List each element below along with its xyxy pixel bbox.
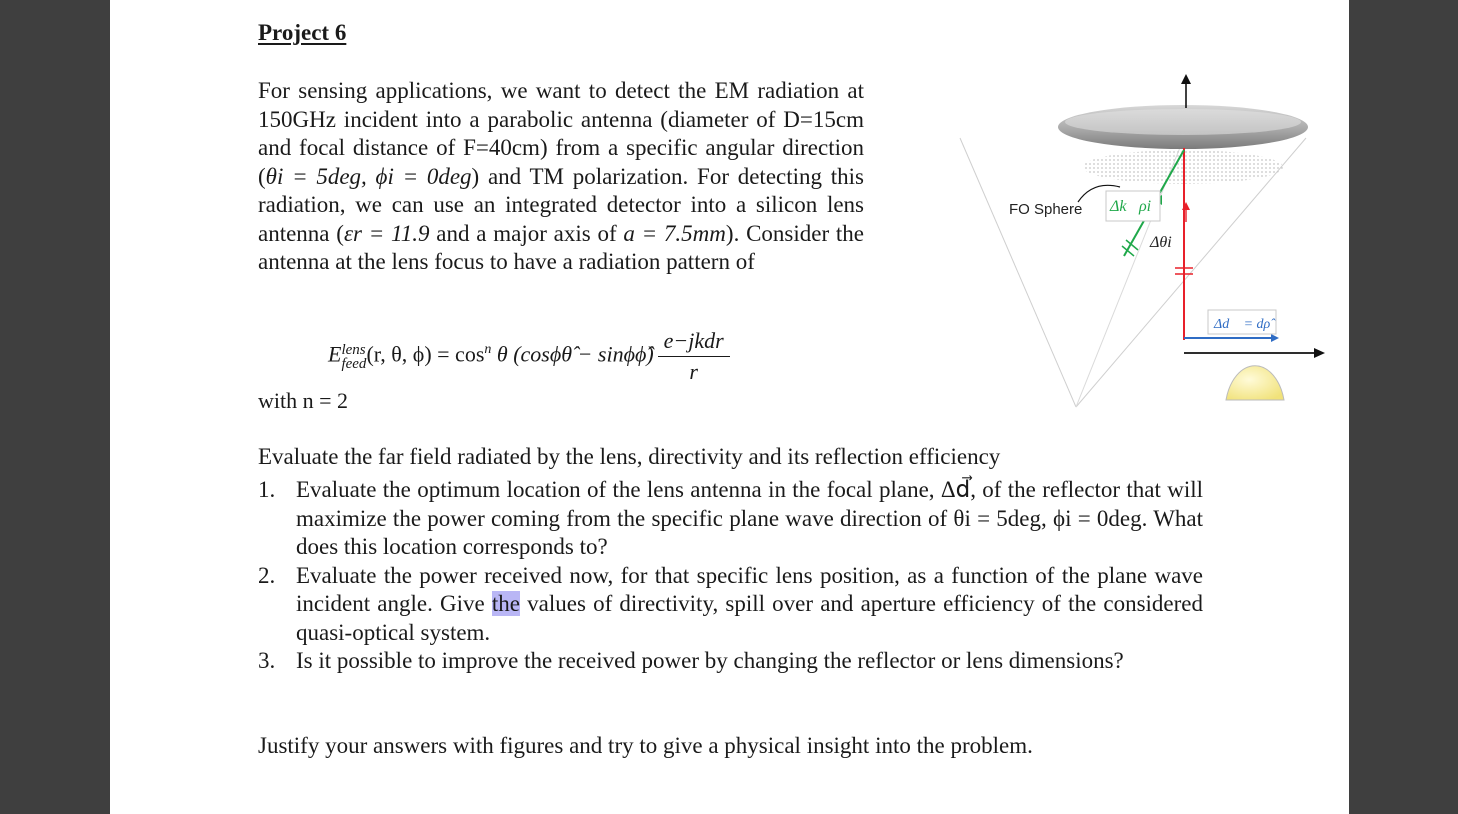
intro-text-3: and a major axis of — [429, 220, 624, 246]
formula-sup: lens — [341, 341, 366, 358]
top-arrow-head — [1181, 74, 1191, 84]
task-number: 1. — [258, 477, 276, 502]
reflector-lens-figure — [888, 70, 1328, 415]
delta-k-label: Δk⃗ρi — [1110, 198, 1152, 215]
intro-angles: θi = 5deg, ϕi = 0deg — [265, 163, 472, 189]
intro-text-2: ) and TM polarization. For detecting this radiation, we can use an integrated detector into a silicon lens antenna ( — [258, 163, 864, 246]
cone-line-left — [960, 138, 1076, 407]
task-text-before: Evaluate the power received now, for that specific lens position, as a function of the plane wave incident angle. Give — [296, 562, 1203, 616]
task-text: Evaluate the optimum location of the lens antenna in the focal plane, Δd⃗, of the reflector that will maximize the power coming from the specific plane wave direction of θi = 5deg, ϕi = 0deg. What does this location corresponds to? — [296, 477, 1203, 559]
delta-d-arrow-head — [1271, 334, 1279, 342]
reflector-dish-highlight — [1065, 109, 1301, 135]
document-page — [110, 0, 1349, 814]
feed-pattern-formula — [328, 328, 730, 385]
task-item-3 — [258, 647, 1203, 676]
intro-text-4: ). Consider the antenna at the lens focus to have a radiation pattern of — [258, 220, 864, 274]
intro-text-1: For sensing applications, we want to detect the EM radiation at 150GHz incident into a parabolic antenna (diameter of D=15cm and focal distance of F=40cm) from a specific angular direction ( — [258, 78, 864, 189]
delta-d-label: Δd⃗ = dρ̂ — [1214, 317, 1271, 332]
justify-statement: Justify your answers with figures and try to give a physical insight into the problem. — [258, 733, 1033, 758]
fo-sphere-label: FO Sphere — [1009, 201, 1083, 218]
formula-e: E — [328, 341, 342, 367]
task-item-1 — [258, 476, 1203, 562]
delta-theta-label: Δθi — [1150, 234, 1172, 251]
intro-paragraph — [258, 77, 864, 277]
task-item-2 — [258, 562, 1203, 648]
formula-power: n — [484, 342, 492, 358]
silicon-lens — [1226, 366, 1284, 400]
formula-denominator: r — [689, 359, 698, 384]
selected-text-highlight[interactable]: the — [491, 591, 520, 616]
figure-svg — [888, 70, 1328, 410]
formula-sub: feed — [341, 355, 367, 372]
task-number: 2. — [258, 562, 276, 588]
formula-numerator: e−jkdr — [658, 328, 730, 357]
task-number: 3. — [258, 648, 276, 673]
with-n-statement: with n = 2 — [258, 388, 349, 413]
intro-permittivity: εr = 11.9 — [343, 220, 430, 246]
evaluate-heading: Evaluate the far field radiated by the lens, directivity and its reflection efficiency — [258, 444, 1001, 469]
task-text: Is it possible to improve the received power by changing the reflector or lens dimensions? — [296, 648, 1124, 673]
project-title: Project 6 — [258, 20, 347, 45]
formula-fraction — [658, 328, 730, 385]
formula-args: (r, θ, ϕ) = cos — [366, 341, 485, 367]
task-text-after: values of directivity, spill over and aperture efficiency of the considered quasi-optical system. — [296, 591, 1203, 645]
horizontal-axis-head — [1314, 348, 1325, 358]
intro-major-axis: a = 7.5mm — [623, 220, 726, 246]
formula-rest: θ (cosϕθ̂ − sinϕϕ̂) — [491, 341, 654, 367]
task-list — [258, 476, 1203, 676]
